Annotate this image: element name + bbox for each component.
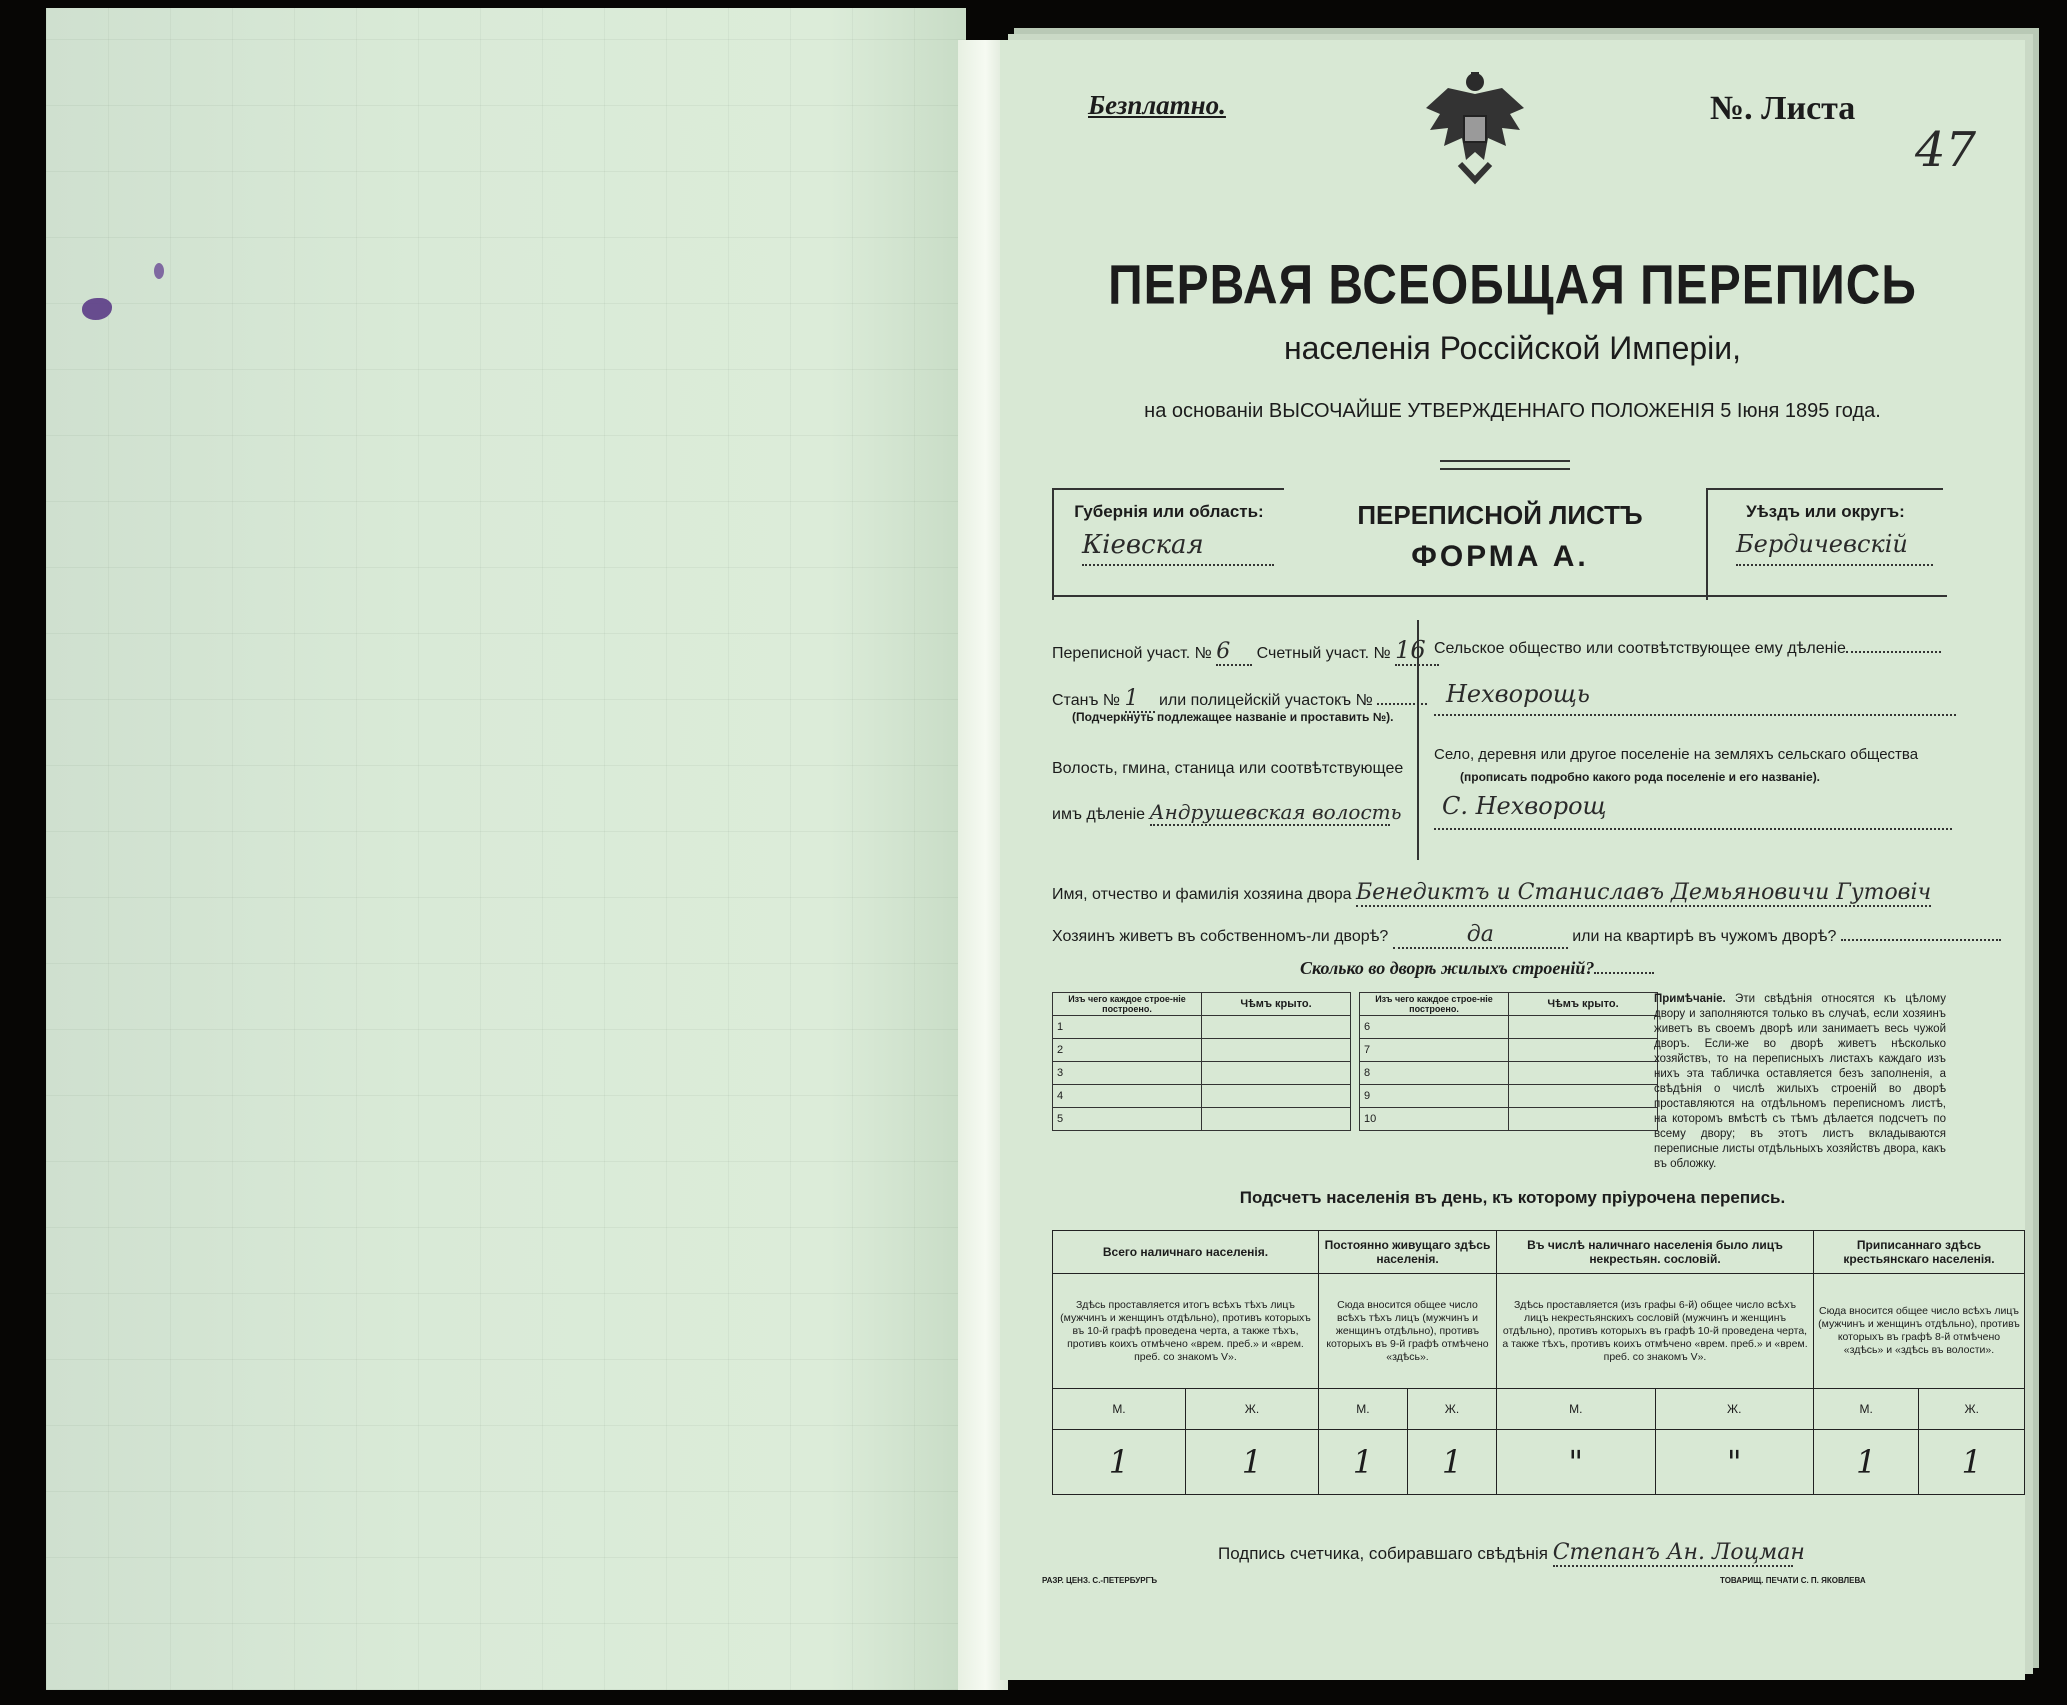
col-roof-right: Чѣмъ крыто. [1509,993,1658,1016]
uezd-box [1706,488,1943,600]
female-count: 1 [1407,1430,1496,1495]
gubernia-value: Кіевская [1082,530,1274,566]
ornament-divider [1440,460,1570,470]
count-group-desc: Здѣсь проставляется (изъ графы 6-й) общее число всѣхъ лицъ некрестьянскихъ сословій (мужчинъ и женщинъ отдѣльно), противъ которыхъ въ графѣ 10-й проведена черта, а также тѣхъ, противъ коихъ отмѣчено «врем. преб.» и «врем. преб. со знакомъ V». [1497,1274,1814,1389]
selo-value: С. Нехворощ [1434,792,1952,830]
fields-divider [1052,595,1947,597]
own-yard-value: да [1393,922,1568,949]
uchastok-value: 6 [1216,639,1252,666]
stan-row [1052,686,1427,713]
volost-row [1052,800,1402,826]
female-column-label: Ж. [1407,1389,1496,1430]
female-column-label: Ж. [1655,1389,1813,1430]
table-row: 2 7 [1053,1039,1658,1062]
col-roof-left: Чѣмъ крыто. [1202,993,1351,1016]
selo-note: (прописать подробно какого рода поселеніе и его названіе). [1460,770,1821,784]
uezd-value: Бердичевскій [1736,530,1933,566]
sheet-number-handwritten: 47 [1915,122,1977,178]
subtitle: населенія Россійской Имперіи, [1283,330,1742,366]
buildings-label: Сколько во дворѣ жилыхъ строеній? [1300,958,1654,979]
left-page [46,8,966,1690]
gubernia-label: Губернія или область: [1074,502,1264,521]
male-count: 1 [1813,1430,1918,1495]
col-material-left: Изъ чего каждое строе-ніе построено. [1053,993,1202,1016]
stan-note: (Подчеркнуть подлежащее названіе и проставить №). [1072,710,1394,724]
count-group-title: Приписаннаго здѣсь крестьянскаго населенія. [1813,1231,2024,1274]
uezd-label: Уѣздъ или округъ: [1746,502,1905,521]
signature-value: Степанъ Ан. Лоцман [1552,1540,1805,1565]
count-group-desc: Сюда вносится общее число всѣхъ лицъ (мужчинъ и женщинъ отдѣльно), противъ которыхъ въ графѣ 8-й отмѣчено «здѣсь» и «здѣсь въ волости». [1813,1274,2024,1389]
police-label: или полицейскій участокъ № [1158,692,1373,709]
count-group-title: Всего наличнаго населенія. [1053,1231,1319,1274]
footer-left: РАЗР. ЦЕНЗ. С.-ПЕТЕРБУРГЪ [1042,1576,1158,1585]
volost-label2: имъ дѣленіе [1052,806,1146,823]
imperial-eagle-emblem [1420,68,1530,193]
ink-spot [154,263,164,279]
signature-row [1218,1540,1805,1567]
main-title: ПЕРВАЯ ВСЕОБЩАЯ ПЕРЕПИСЬ [1108,255,1917,316]
male-column-label: М. [1318,1389,1407,1430]
owner-row [1052,880,1931,907]
basis-line: на основаніи ВЫСОЧАЙШЕ УТВЕРЖДЕННАГО ПОЛОЖЕНІЯ 5 Іюня 1895 года. [1144,400,1881,422]
note-lead: Примѣчаніе. [1654,993,1726,1005]
sheet-number-label: №. Листа [1710,90,1856,127]
uchastok-row [1052,636,1439,666]
volost-value: Андрушевская волость [1149,800,1402,824]
schetny-value: 16 [1395,636,1439,666]
table-row: 3 8 [1053,1062,1658,1085]
male-count: " [1497,1430,1655,1495]
table-row: 5 10 [1053,1108,1658,1131]
list-title: ПЕРЕПИСНОЙ ЛИСТЪ [1357,500,1643,530]
footer-right: ТОВАРИЩ. ПЕЧАТИ С. П. ЯКОВЛЕВА [1720,1576,1866,1585]
male-count: 1 [1053,1430,1186,1495]
owner-value: Бенедиктъ и Станиславъ Демьяновичи Гутовіч [1356,880,1932,905]
census-form-page [1000,40,2025,1680]
table-row: 1 6 [1053,1016,1658,1039]
stan-value: 1 [1125,686,1155,713]
form-title: ФОРМА А. [1411,540,1589,573]
male-column-label: М. [1497,1389,1655,1430]
gubernia-box [1052,488,1284,600]
female-count: " [1655,1430,1813,1495]
note-block [1654,992,1946,1172]
count-group-desc: Здѣсь проставляется итогъ всѣхъ тѣхъ лицъ (мужчинъ и женщинъ отдѣльно), противъ которыхъ въ 10-й графѣ проведена черта, а также тѣхъ, противъ коихъ отмѣчено «врем. преб.» и «врем. преб. со знакомъ V». [1053,1274,1319,1389]
count-group-desc: Сюда вносится общее число всѣхъ тѣхъ лицъ (мужчинъ и женщинъ отдѣльно), противъ которыхъ въ 9-й графѣ отмѣчено «здѣсь». [1318,1274,1496,1389]
female-column-label: Ж. [1185,1389,1318,1430]
male-count: 1 [1318,1430,1407,1495]
female-count: 1 [1185,1430,1318,1495]
male-column-label: М. [1053,1389,1186,1430]
note-text: Эти свѣдѣнія относятся къ цѣлому двору и заполняются только въ случаѣ, если хозяинъ живетъ въ своемъ дворѣ или занимаетъ весь чужой дворъ. Если-же во дворѣ живетъ нѣсколько хозяйствъ, то на переписныхъ листахъ каждаго изъ нихъ эта табличка оставляется безъ заполненія, а свѣдѣнія о числѣ жилыхъ строеній во дворѣ проставляются на отдѣльномъ переписномъ листѣ, на которомъ вмѣстѣ съ тѣмъ дѣлается подсчетъ по всему двору; въ этотъ листъ вкладываются переписные листы отдѣльныхъ хозяйствъ двора, какъ въ обложку. [1654,993,1947,1170]
col-material-right: Изъ чего каждое строе-ніе построено. [1360,993,1509,1016]
female-count: 1 [1919,1430,2025,1495]
selo-label: Село, деревня или другое поселеніе на земляхъ сельскаго общества [1434,746,1919,763]
bleed-through-lines [46,8,966,1690]
owner-label: Имя, отчество и фамилія хозяина двора [1052,886,1352,903]
table-row: 4 9 [1053,1085,1658,1108]
male-column-label: М. [1813,1389,1918,1430]
obshchestvo-label: Сельское общество или соотвѣтствующее ему дѣленіе [1434,640,1941,658]
female-column-label: Ж. [1919,1389,2025,1430]
uchastok-label: Переписной участ. № [1052,645,1212,662]
count-group-title: Постоянно живущаго здѣсь населенія. [1318,1231,1496,1274]
volost-label: Волость, гмина, станица или соотвѣтствующее [1052,760,1404,777]
population-count-table [1052,1230,2025,1495]
stan-label: Станъ № [1052,692,1121,709]
buildings-table [1052,992,1658,1131]
signature-label: Подпись счетчика, собиравшаго свѣдѣнія [1218,1544,1548,1563]
rent-label: или на квартирѣ въ чужомъ дворѣ? [1572,928,1837,945]
own-yard-row [1052,922,2001,949]
count-group-title: Въ числѣ наличнаго населенія было лицъ некрестьян. сословій. [1497,1231,1814,1274]
free-label: Безплатно. [1088,90,1226,120]
count-heading: Подсчетъ населенія въ день, къ которому пріурочена перепись. [1239,1188,1786,1207]
own-yard-label: Хозяинъ живетъ въ собственномъ-ли дворѣ? [1052,928,1389,945]
obshchestvo-value: Нехворощь [1434,680,1956,716]
schetny-label: Счетный участ. № [1256,645,1391,662]
